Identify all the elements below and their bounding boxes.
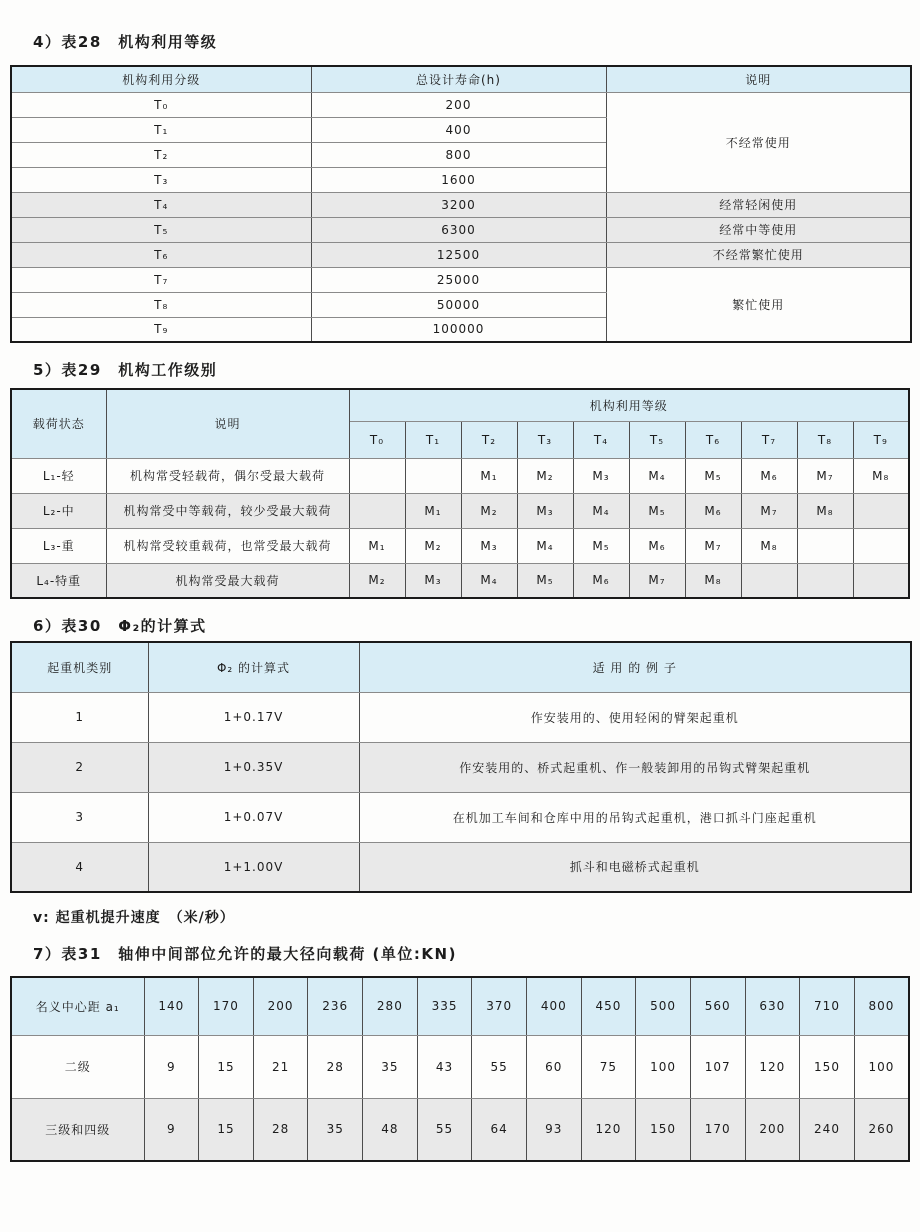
t31-value-cell: 240	[800, 1098, 855, 1161]
t29-tcol: T₃	[517, 421, 573, 458]
t28-header-note: 说明	[606, 66, 911, 92]
t31-value-cell: 150	[636, 1098, 691, 1161]
t31-value-cell: 48	[363, 1098, 418, 1161]
table-31-max-radial-load	[10, 976, 910, 1162]
table-row	[11, 192, 911, 217]
t29-header-load-state: 载荷状态	[11, 389, 106, 458]
table-row	[11, 563, 909, 598]
t29-m-cell: M₅	[685, 458, 741, 493]
t31-value-cell: 21	[253, 1035, 308, 1098]
t30-header-examples: 适 用 的 例 子	[359, 642, 911, 692]
t29-tcol: T₄	[573, 421, 629, 458]
t29-m-cell: M₈	[797, 493, 853, 528]
t29-m-cell: M₄	[461, 563, 517, 598]
t29-m-cell	[853, 563, 909, 598]
t29-desc-cell: 机构常受中等载荷，较少受最大载荷	[106, 493, 349, 528]
table-row	[11, 1035, 909, 1098]
table-row	[11, 267, 911, 292]
table-row	[11, 217, 911, 242]
table-row	[11, 458, 909, 493]
t30-formula-cell: 1+0.17V	[148, 692, 359, 742]
table-row	[11, 1098, 909, 1161]
t28-life-cell: 200	[311, 92, 606, 117]
t29-m-cell: M₄	[517, 528, 573, 563]
t31-value-cell: 15	[199, 1035, 254, 1098]
t31-value-cell: 100	[854, 1035, 909, 1098]
t31-value-cell: 93	[526, 1098, 581, 1161]
t29-tcol: T₂	[461, 421, 517, 458]
t30-class-cell: 4	[11, 842, 148, 892]
t28-life-cell: 25000	[311, 267, 606, 292]
t29-desc-cell: 机构常受轻载荷，偶尔受最大载荷	[106, 458, 349, 493]
t29-m-cell: M₆	[629, 528, 685, 563]
t31-center-col: 630	[745, 977, 800, 1035]
t29-m-cell: M₇	[741, 493, 797, 528]
t29-m-cell: M₁	[405, 493, 461, 528]
t30-class-cell: 2	[11, 742, 148, 792]
t31-value-cell: 200	[745, 1098, 800, 1161]
t28-note-cell: 经常中等使用	[606, 217, 911, 242]
t29-m-cell	[349, 493, 405, 528]
t30-class-cell: 3	[11, 792, 148, 842]
t28-note-cell: 经常轻闲使用	[606, 192, 911, 217]
t29-m-cell: M₂	[517, 458, 573, 493]
t28-life-cell: 1600	[311, 167, 606, 192]
t31-row-label: 二级	[11, 1035, 144, 1098]
t29-m-cell	[349, 458, 405, 493]
t31-center-col: 140	[144, 977, 199, 1035]
t29-m-cell: M₃	[405, 563, 461, 598]
t31-value-cell: 75	[581, 1035, 636, 1098]
table28-title: 4）表28 机构利用等级	[33, 33, 218, 51]
t28-life-cell: 400	[311, 117, 606, 142]
t29-m-cell: M₈	[685, 563, 741, 598]
t30-formula-cell: 1+0.07V	[148, 792, 359, 842]
table-row	[11, 528, 909, 563]
table-row	[11, 842, 911, 892]
table-row	[11, 792, 911, 842]
t30-header-formula: Φ₂ 的计算式	[148, 642, 359, 692]
t31-value-cell: 60	[526, 1035, 581, 1098]
t31-value-cell: 35	[308, 1098, 363, 1161]
t31-value-cell: 260	[854, 1098, 909, 1161]
t31-value-cell: 28	[253, 1098, 308, 1161]
t30-examples-cell: 在机加工车间和仓库中用的吊钩式起重机，港口抓斗门座起重机	[359, 792, 911, 842]
t28-note-cell: 不经常繁忙使用	[606, 242, 911, 267]
t31-center-col: 280	[363, 977, 418, 1035]
t28-grade-cell: T₅	[11, 217, 311, 242]
page	[0, 32, 920, 1162]
t30-examples-cell: 作安装用的、桥式起重机、作一般装卸用的吊钩式臂架起重机	[359, 742, 911, 792]
t28-life-cell: 6300	[311, 217, 606, 242]
t28-header-grade: 机构利用分级	[11, 66, 311, 92]
table-row	[11, 493, 909, 528]
t31-value-cell: 9	[144, 1098, 199, 1161]
t28-life-cell: 800	[311, 142, 606, 167]
t29-m-cell: M₂	[461, 493, 517, 528]
t29-m-cell: M₄	[573, 493, 629, 528]
t29-tcol: T₁	[405, 421, 461, 458]
t29-m-cell: M₄	[629, 458, 685, 493]
t31-center-col: 560	[690, 977, 745, 1035]
t28-grade-cell: T₉	[11, 317, 311, 342]
t29-m-cell: M₇	[629, 563, 685, 598]
t28-note-cell: 不经常使用	[606, 92, 911, 192]
t29-m-cell: M₃	[517, 493, 573, 528]
t29-m-cell	[797, 563, 853, 598]
table-row	[11, 92, 911, 117]
t31-value-cell: 120	[581, 1098, 636, 1161]
t31-value-cell: 15	[199, 1098, 254, 1161]
t28-life-cell: 12500	[311, 242, 606, 267]
t31-center-col: 500	[636, 977, 691, 1035]
t28-grade-cell: T₇	[11, 267, 311, 292]
t31-value-cell: 35	[363, 1035, 418, 1098]
t30-examples-cell: 抓斗和电磁桥式起重机	[359, 842, 911, 892]
hoisting-speed-note: v: 起重机提升速度 （米/秒）	[33, 910, 235, 926]
t31-center-col: 200	[253, 977, 308, 1035]
t29-m-cell: M₁	[349, 528, 405, 563]
t31-value-cell: 120	[745, 1035, 800, 1098]
table-row	[11, 692, 911, 742]
t29-m-cell: M₂	[349, 563, 405, 598]
t28-grade-cell: T₈	[11, 292, 311, 317]
t29-m-cell: M₁	[461, 458, 517, 493]
t31-row-label: 三级和四级	[11, 1098, 144, 1161]
t29-m-cell	[853, 493, 909, 528]
t31-center-col: 335	[417, 977, 472, 1035]
t29-header-desc: 说明	[106, 389, 349, 458]
t29-tcol: T₀	[349, 421, 405, 458]
t29-m-cell: M₈	[853, 458, 909, 493]
table31-title: 7）表31 轴伸中间部位允许的最大径向载荷 (单位:KN)	[33, 945, 457, 963]
t29-m-cell: M₂	[405, 528, 461, 563]
t28-grade-cell: T₀	[11, 92, 311, 117]
t31-value-cell: 9	[144, 1035, 199, 1098]
t31-center-col: 236	[308, 977, 363, 1035]
table-row	[11, 242, 911, 267]
t31-center-col: 170	[199, 977, 254, 1035]
t31-header-center-distance: 名义中心距 a₁	[11, 977, 144, 1035]
t28-grade-cell: T₃	[11, 167, 311, 192]
t29-tcol: T₈	[797, 421, 853, 458]
t29-tcol: T₉	[853, 421, 909, 458]
t31-center-col: 370	[472, 977, 527, 1035]
t29-tcol: T₆	[685, 421, 741, 458]
t29-m-cell: M₅	[629, 493, 685, 528]
table29-title: 5）表29 机构工作级别	[33, 361, 218, 379]
t31-center-col: 400	[526, 977, 581, 1035]
table-30-phi2-formulas	[10, 641, 912, 893]
t30-examples-cell: 作安装用的、使用轻闲的臂架起重机	[359, 692, 911, 742]
t29-m-cell: M₅	[517, 563, 573, 598]
t29-m-cell: M₅	[573, 528, 629, 563]
t29-tcol: T₅	[629, 421, 685, 458]
t28-life-cell: 50000	[311, 292, 606, 317]
t31-value-cell: 55	[417, 1098, 472, 1161]
t30-class-cell: 1	[11, 692, 148, 742]
t31-center-col: 710	[800, 977, 855, 1035]
t31-value-cell: 107	[690, 1035, 745, 1098]
table30-title: 6）表30 Φ₂的计算式	[33, 617, 207, 635]
t29-m-cell: M₈	[741, 528, 797, 563]
t31-center-col: 450	[581, 977, 636, 1035]
t31-value-cell: 170	[690, 1098, 745, 1161]
t29-m-cell: M₆	[741, 458, 797, 493]
t29-m-cell	[405, 458, 461, 493]
t29-m-cell	[853, 528, 909, 563]
t31-value-cell: 150	[800, 1035, 855, 1098]
t31-value-cell: 28	[308, 1035, 363, 1098]
t31-value-cell: 43	[417, 1035, 472, 1098]
t28-life-cell: 3200	[311, 192, 606, 217]
t29-tcol: T₇	[741, 421, 797, 458]
t31-value-cell: 64	[472, 1098, 527, 1161]
t28-grade-cell: T₂	[11, 142, 311, 167]
t29-m-cell: M₇	[797, 458, 853, 493]
table-row	[11, 742, 911, 792]
t29-m-cell	[797, 528, 853, 563]
t30-formula-cell: 1+0.35V	[148, 742, 359, 792]
t29-header-usage: 机构利用等级	[349, 389, 909, 421]
t29-m-cell	[741, 563, 797, 598]
t29-load-cell: L₄-特重	[11, 563, 106, 598]
t29-m-cell: M₆	[573, 563, 629, 598]
t29-load-cell: L₃-重	[11, 528, 106, 563]
t28-header-life: 总设计寿命(h)	[311, 66, 606, 92]
t28-grade-cell: T₆	[11, 242, 311, 267]
t31-center-col: 800	[854, 977, 909, 1035]
table-28-mechanism-utilization-grades	[10, 65, 912, 343]
t28-grade-cell: T₄	[11, 192, 311, 217]
t30-header-class: 起重机类别	[11, 642, 148, 692]
t29-load-cell: L₁-轻	[11, 458, 106, 493]
t29-m-cell: M₃	[461, 528, 517, 563]
t31-value-cell: 55	[472, 1035, 527, 1098]
t29-load-cell: L₂-中	[11, 493, 106, 528]
t28-grade-cell: T₁	[11, 117, 311, 142]
t31-value-cell: 100	[636, 1035, 691, 1098]
t29-desc-cell: 机构常受最大载荷	[106, 563, 349, 598]
t29-m-cell: M₆	[685, 493, 741, 528]
table-29-mechanism-working-classes	[10, 388, 910, 599]
t28-life-cell: 100000	[311, 317, 606, 342]
t29-desc-cell: 机构常受较重载荷，也常受最大载荷	[106, 528, 349, 563]
t29-m-cell: M₃	[573, 458, 629, 493]
t29-m-cell: M₇	[685, 528, 741, 563]
t28-note-cell: 繁忙使用	[606, 267, 911, 342]
t30-formula-cell: 1+1.00V	[148, 842, 359, 892]
